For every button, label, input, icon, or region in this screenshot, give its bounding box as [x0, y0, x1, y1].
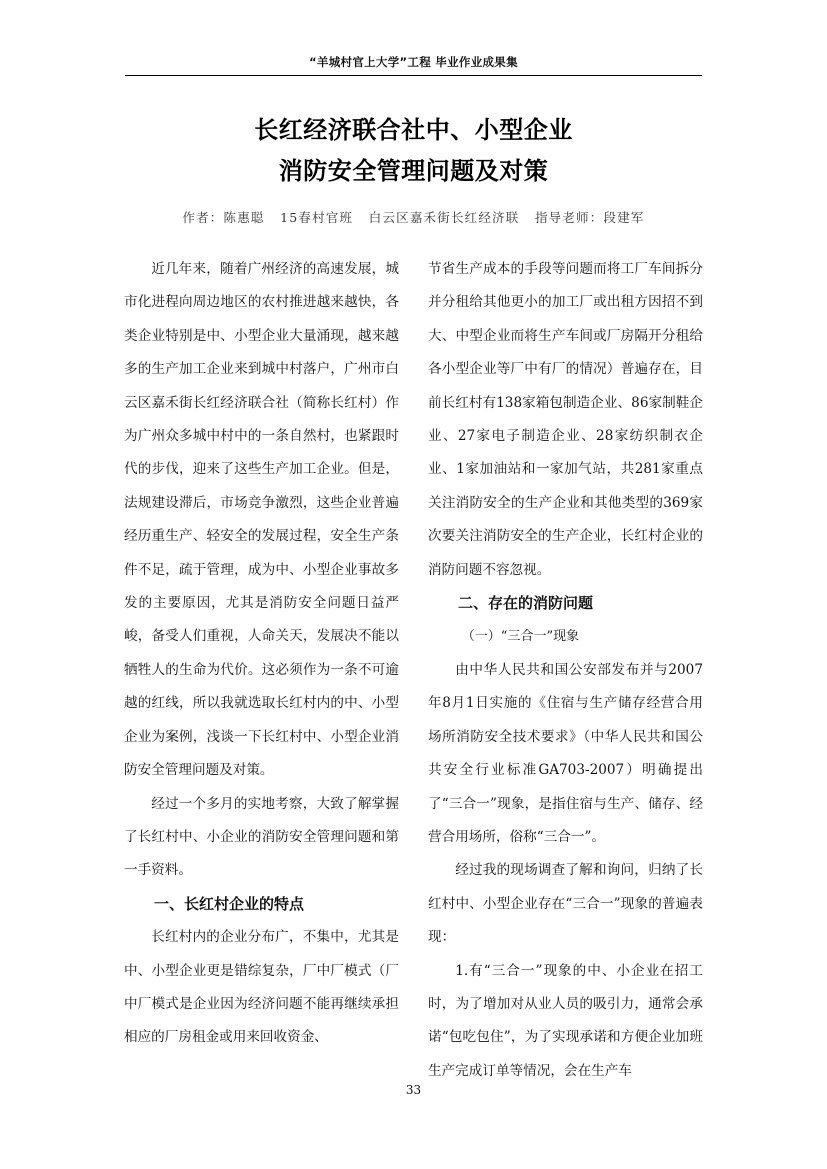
subsection-heading: （一）“三合一”现象: [461, 629, 580, 645]
body-paragraph: 近几年来，随着广州经济的高速发展，城市化进程向周边地区的农村推进越来越快，各类企业特别是中、小型企业大量涌现，越来越多的生产加工企业来到城中村落户，广州市白云区嘉禾街长红经济联合社（简称长红村）作为广州众多城中村中的一条自然村，也紧跟时代的步伐，迎来了这些生产加工企业。但是，法规建设滞后，市场竞争激烈，这些企业普遍经历重生产、轻安全的发展过程，安全生产条件不足，疏于管理，成为中、小型企业事故多发的主要原因，尤其是消防安全问题日益严峻，备受人们重视，人命关天，发展决不能以牺牲人的生命为代价。这必须作为一条不可逾越的红线，所以我就选取长红村内的中、小型企业为案例，浅谈一下长红村中、小型企业消防安全管理问题及对策。: [124, 261, 399, 779]
page-number: 33: [405, 1083, 422, 1097]
section-heading: 二、存在的消防问题: [458, 594, 594, 613]
running-header: “羊城村官上大学”工程 毕业作业成果集: [309, 55, 518, 69]
body-paragraph: 由中华人民共和国公安部发布并与2007年8月1日实施的《住宿与生产储存经营合用场所消防安全技术要求》（中华人民共和国公共安全行业标准GA703-2007）明确提出了“三合一”现象，是指住宿与生产、储存、经营合用场所，俗称“三合一”。: [428, 661, 703, 845]
body-paragraph-continued: 节省生产成本的手段等问题而将工厂车间拆分并分租给其他更小的加工厂或出租方因招不到大、中型企业而将生产车间或厂房隔开分租给各小型企业等厂中有厂的情况）普遍存在，目前长红村有138家箱包制造企业、86家制鞋企业、27家电子制造企业、28家纺织制衣企业、1家加油站和一家加气站，共281家重点关注消防安全的生产企业和其他类型的369家次要关注消防安全的生产企业，长红村企业的消防问题不容忽视。: [428, 261, 703, 578]
left-column: [124, 253, 399, 1055]
body-paragraph: 长红村内的企业分布广，不集中，尤其是中、小型企业更是错综复杂，厂中厂模式（厂中厂模式是企业因为经济问题不能再继续承担相应的厂房租金或用来回收资金、: [124, 929, 399, 1046]
article-title-line-2: 消防安全管理问题及对策: [278, 157, 549, 185]
article-title-line-1: 长红经济联合社中、小型企业: [254, 116, 573, 144]
body-paragraph: 1.有“三合一”现象的中、小企业在招工时，为了增加对从业人员的吸引力，通常会承诺“包吃包住”，为了实现承诺和方便企业加班生产完成订单等情况，会在生产车: [428, 962, 703, 1079]
header-rule: [125, 75, 702, 76]
section-heading: 一、长红村企业的特点: [154, 894, 305, 913]
author-byline: 作者：陈惠聪 15春村官班 白云区嘉禾街长红经济联 指导老师：段建军: [182, 210, 645, 225]
body-paragraph: 经过一个多月的实地考察，大致了解掌握了长红村中、小企业的消防安全管理问题和第一手资料。: [124, 795, 399, 879]
body-paragraph: 经过我的现场调查了解和询问，归纳了长红村中、小型企业存在“三合一”现象的普遍表现：: [428, 862, 703, 946]
right-column: [428, 253, 703, 1088]
